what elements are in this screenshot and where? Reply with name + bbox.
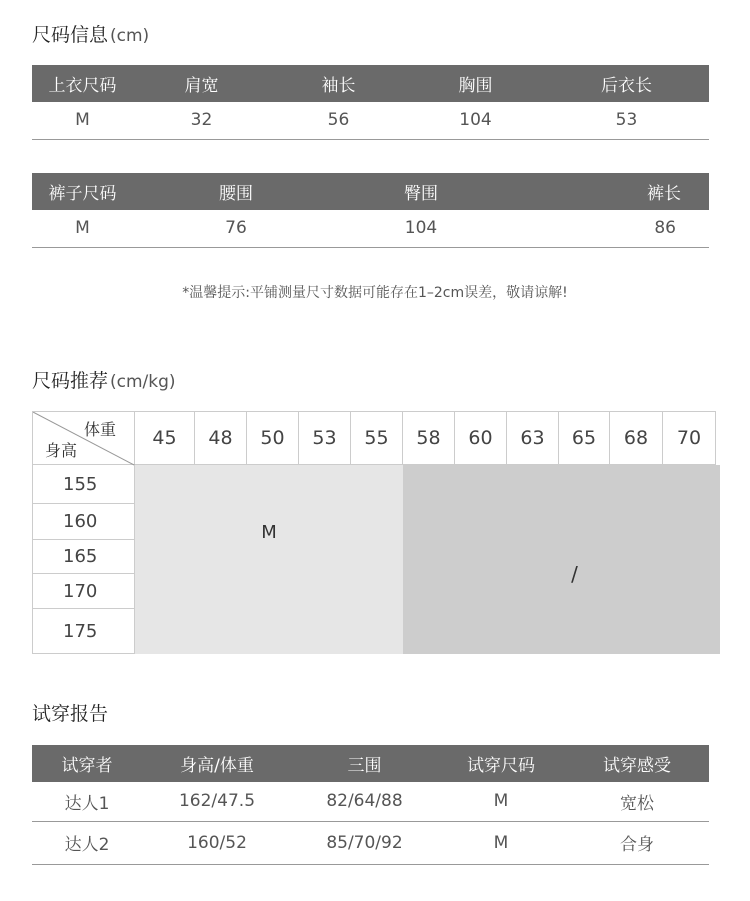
weight-header-cell: 70: [663, 411, 716, 465]
weight-header-cell: 50: [247, 411, 299, 465]
grid-corner: [32, 411, 135, 465]
weight-header-cell: 45: [135, 411, 195, 465]
table-cell: 85/70/92: [292, 821, 437, 864]
table-cell: 宽松: [565, 782, 709, 821]
table-header: 胸围: [407, 65, 544, 102]
table-cell: M: [32, 102, 133, 139]
measurement-note: *温馨提示:平铺测量尺寸数据可能存在1–2cm误差，敬请谅解!: [182, 285, 568, 301]
table-row: [32, 782, 709, 821]
table-cell: M: [437, 782, 565, 821]
table-cell: M: [437, 821, 565, 864]
weight-header-cell: 65: [559, 411, 610, 465]
top-size-header-row: [32, 65, 709, 102]
table-cell: 86: [503, 210, 709, 247]
table-header: 裤长: [503, 173, 709, 210]
size-recommend-grid: [32, 411, 720, 654]
weight-header-cell: 48: [195, 411, 247, 465]
table-cell: 53: [544, 102, 709, 139]
weight-header-cell: 68: [610, 411, 663, 465]
table-header: 三围: [292, 745, 437, 782]
weight-axis-label: 体重: [83, 420, 116, 439]
table-header: 上衣尺码: [32, 65, 133, 102]
size-info-title: 尺码信息 (cm): [32, 24, 150, 46]
table-header: 臀围: [339, 173, 503, 210]
table-header: 身高/体重: [142, 745, 292, 782]
height-axis-label: 身高: [45, 441, 78, 460]
weight-header-cell: 63: [507, 411, 559, 465]
table-header: 肩宽: [133, 65, 270, 102]
table-cell: 32: [133, 102, 270, 139]
trial-report-title: 试穿报告: [32, 703, 109, 725]
table-cell: 76: [133, 210, 339, 247]
table-cell: M: [32, 210, 133, 247]
height-row-cell: 175: [32, 609, 135, 654]
weight-header-cell: 58: [403, 411, 455, 465]
pants-size-header-row: [32, 173, 709, 210]
top-size-table: [32, 65, 709, 140]
table-cell: 合身: [565, 821, 709, 864]
height-row-cell: 160: [32, 504, 135, 540]
table-cell: 达人2: [32, 821, 142, 864]
table-header: 裤子尺码: [32, 173, 133, 210]
table-header: 后衣长: [544, 65, 709, 102]
table-cell: 56: [270, 102, 407, 139]
size-zone-m: M: [135, 465, 403, 654]
trial-header-row: [32, 745, 709, 782]
weight-header-cell: 53: [299, 411, 351, 465]
table-header: 袖长: [270, 65, 407, 102]
pants-size-table: [32, 173, 709, 248]
height-row-cell: 155: [32, 465, 135, 504]
table-row: [32, 102, 709, 139]
table-header: 试穿尺码: [437, 745, 565, 782]
height-row-cell: 170: [32, 574, 135, 609]
weight-header-cell: 60: [455, 411, 507, 465]
table-header: 试穿者: [32, 745, 142, 782]
height-row-cell: 165: [32, 540, 135, 574]
table-row: [32, 821, 709, 864]
table-row: [32, 210, 709, 247]
table-cell: 达人1: [32, 782, 142, 821]
recommend-title: 尺码推荐 (cm/kg): [32, 370, 176, 392]
table-cell: 162/47.5: [142, 782, 292, 821]
table-cell: 104: [407, 102, 544, 139]
table-header: 试穿感受: [565, 745, 709, 782]
weight-header-cell: 55: [351, 411, 403, 465]
table-cell: 82/64/88: [292, 782, 437, 821]
table-cell: 104: [339, 210, 503, 247]
table-header: 腰围: [133, 173, 339, 210]
size-zone-none: /: [403, 465, 720, 654]
table-cell: 160/52: [142, 821, 292, 864]
trial-report-table: [32, 745, 709, 865]
